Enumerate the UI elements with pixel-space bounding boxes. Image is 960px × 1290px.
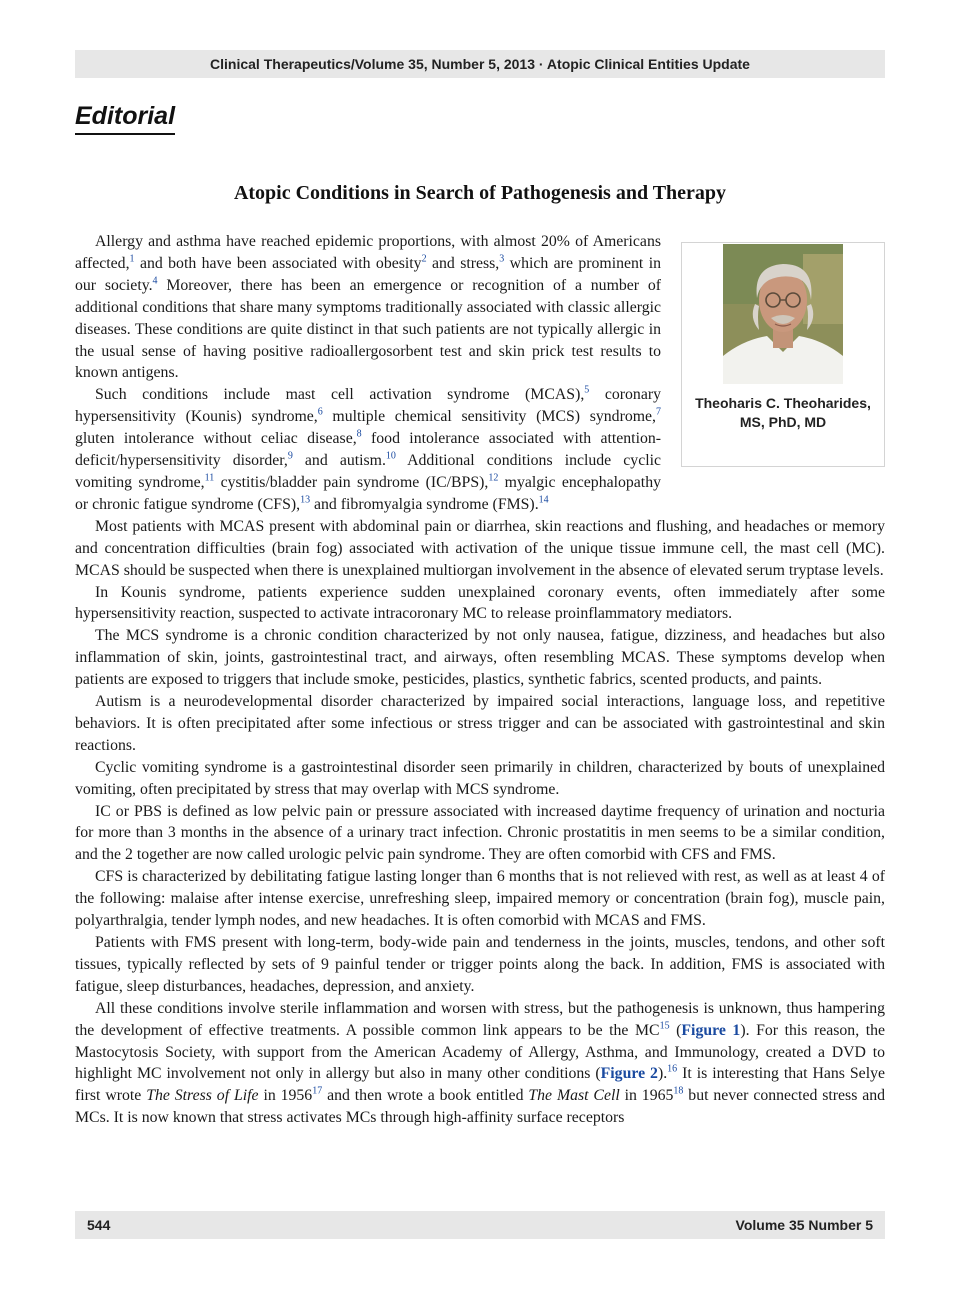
body-text-run: and stress,	[426, 254, 500, 272]
author-caption	[682, 394, 884, 432]
body-text-run: Cyclic vomiting syndrome is a gastrointestinal disorder seen primarily in children, characterized by bouts of unexplained vomiting, often precipitated by stress that may overlap with MCS syndrome.	[75, 758, 885, 798]
body-paragraph	[75, 516, 885, 582]
body-text-run: Such conditions include mast cell activation syndrome (MCAS),	[95, 386, 585, 404]
body-paragraph	[75, 757, 885, 801]
body-paragraph	[75, 932, 885, 998]
body-text-run: and both have been associated with obesity	[134, 254, 422, 272]
body-text-run: In Kounis syndrome, patients experience sudden unexplained coronary events, often immediately after some hypersensitivity reaction, suspected to activate intracoronary MC to release proinflammatory mediators.	[75, 583, 885, 623]
book-title: The Mast Cell	[528, 1087, 620, 1105]
citation-superscript[interactable]: 4	[152, 275, 158, 287]
author-photo-box	[681, 242, 885, 467]
body-text-run: and then wrote a book entitled	[322, 1087, 529, 1105]
running-header	[75, 50, 885, 78]
figure-reference-link[interactable]: Figure 1	[681, 1021, 741, 1039]
citation-superscript[interactable]: 1	[129, 253, 135, 265]
figure-reference-link[interactable]: Figure 2	[600, 1065, 658, 1083]
body-text-run: Patients with FMS present with long-term, body-wide pain and tenderness in the joints, muscles, tendons, and other soft tissues, typically reflected by sets of 9 painful tender or trigger points along the back. In addition, FMS is associated with fatigue, sleep disturbances, headaches, depression, and anxiety.	[75, 934, 885, 995]
citation-superscript[interactable]: 3	[499, 253, 505, 265]
article-title: Atopic Conditions in Search of Pathogenesis and Therapy	[233, 182, 727, 204]
body-text-run: in 1965	[619, 1087, 674, 1105]
citation-superscript[interactable]: 17	[312, 1086, 323, 1098]
author-degrees: MS, PhD, MD	[739, 414, 827, 430]
body-text-run: Autism is a neurodevelopmental disorder characterized by impaired social interactions, language loss, and repetitive behaviors. It is often precipitated after some infectious or stress trigger and can be associated with gastrointestinal and skin reactions.	[75, 693, 885, 754]
author-portrait	[723, 244, 843, 384]
citation-superscript[interactable]: 10	[385, 450, 396, 462]
section-label: Editorial	[75, 101, 175, 135]
body-paragraph	[75, 866, 885, 932]
page-footer	[75, 1211, 885, 1239]
body-text-run: Moreover, there has been an emergence or recognition of a number of additional conditions that share many symptoms traditionally associated with classic allergic diseases. These conditions are quite distinct in that such patients are not typically allergic in the usual sense of having positive radioallergosorbent test and skin prick test results to known antigens.	[75, 276, 661, 382]
body-paragraph	[75, 625, 885, 691]
body-text-run: Additional conditions include cyclic vomiting syndrome,	[75, 452, 661, 491]
citation-superscript[interactable]: 7	[656, 406, 661, 418]
author-name: Theoharis C. Theoharides,	[695, 395, 871, 411]
body-paragraph	[75, 998, 885, 1129]
citation-superscript[interactable]: 12	[488, 472, 499, 484]
body-text-run: and autism.	[292, 452, 386, 470]
body-text-run: but never connected stress and MCs. It is now known that stress activates MCs through high-affinity surface receptors	[75, 1087, 886, 1127]
body-paragraph	[75, 691, 885, 757]
body-text-run: (	[669, 1021, 682, 1039]
body-text-run: ).	[657, 1065, 668, 1083]
article-body	[75, 231, 885, 1129]
body-paragraph	[75, 801, 885, 867]
body-text-run: The MCS syndrome is a chronic condition characterized by not only nausea, fatigue, dizziness, and headaches but also inflammation of skin, joints, gastrointestinal tract, and airways, often resembling MCAS. These symptoms develop when patients are exposed to triggers that include smoke, pesticides, plastics, synthetic fabrics, scented products, and paints.	[75, 627, 885, 689]
body-text-run: in 1956	[258, 1087, 313, 1105]
citation-superscript[interactable]: 5	[584, 385, 590, 397]
running-head-text: Clinical Therapeutics/Volume 35, Number 5, 2013 · Atopic Clinical Entities Update	[210, 56, 750, 72]
volume-label: Volume 35 Number 5	[735, 1217, 873, 1233]
citation-superscript[interactable]: 8	[356, 428, 362, 440]
body-text-run: multiple chemical sensitivity (MCS) syndrome,	[322, 408, 656, 426]
body-text-run: and fibromyalgia syndrome (FMS).	[310, 495, 539, 513]
book-title: The Stress of Life	[146, 1087, 259, 1105]
citation-superscript[interactable]: 18	[673, 1086, 684, 1098]
body-text-run: gluten intolerance without celiac disease,	[75, 430, 357, 448]
body-text-run: myalgic encephalopathy or chronic fatigue syndrome (CFS),	[75, 473, 661, 513]
body-text-run: food intolerance associated with attention-deficit/hypersensitivity disorder,	[75, 430, 662, 470]
citation-superscript[interactable]: 9	[287, 450, 293, 462]
body-text-run: CFS is characterized by debilitating fatigue lasting longer than 6 months that is not relieved with rest, as well as at least 4 of the following: malaise after intense exercise, unrefreshing sleep, impaired memory or concentration (brain fog), muscle pain, polyarthralgia, tender lymph nodes, and new headaches. It is often comorbid with MCAS and FMS.	[75, 868, 885, 930]
citation-superscript[interactable]: 13	[300, 494, 311, 506]
body-text-run: Most patients with MCAS present with abdominal pain or diarrhea, skin reactions and flushing, and headaches or memory and concentration difficulties (brain fog) associated with activation of the unique tissue immune cell, the mast cell (MC). MCAS should be suspected when there is unexplained multiorgan involvement in the absence of elevated serum tryptase levels.	[75, 517, 885, 579]
body-text-run: All these conditions involve sterile inflammation and worsen with stress, but the pathogenesis is unknown, thus hampering the development of effective treatments. A possible common link appears to be the MC	[75, 999, 885, 1039]
citation-superscript[interactable]: 6	[317, 406, 323, 418]
citation-superscript[interactable]: 2	[421, 253, 427, 265]
citation-superscript[interactable]: 11	[204, 472, 215, 484]
body-text-run: which are prominent in our society.	[75, 254, 661, 294]
body-text-run: IC or PBS is defined as low pelvic pain or pressure associated with increased daytime frequency of urination and nocturia for more than 3 months in the absence of a urinary tract infection. Chronic prostatitis in men seems to be a similar condition, and the 2 together are now called urologic pelvic pain syndrome. They are often comorbid with CFS and FMS.	[75, 802, 885, 864]
citation-superscript[interactable]: 14	[538, 494, 549, 506]
body-text-run: cystitis/bladder pain syndrome (IC/BPS),	[214, 473, 489, 491]
body-text-run: Allergy and asthma have reached epidemic proportions, with almost 20% of Americans affected,	[75, 233, 661, 272]
body-paragraph	[75, 582, 885, 626]
body-text-run: coronary hypersensitivity (Kounis) syndrome,	[75, 386, 661, 426]
body-text-run: It is interesting that Hans Selye first wrote	[75, 1065, 885, 1105]
page-number: 544	[87, 1217, 111, 1233]
body-text-run: ). For this reason, the Mastocytosis Society, with support from the American Academy of Allergy, Asthma, and Immunology, created a DVD to highlight MC involvement not only in allergy but also in many other conditions (	[75, 1021, 885, 1083]
citation-superscript[interactable]: 16	[667, 1064, 678, 1076]
citation-superscript[interactable]: 15	[659, 1020, 670, 1032]
